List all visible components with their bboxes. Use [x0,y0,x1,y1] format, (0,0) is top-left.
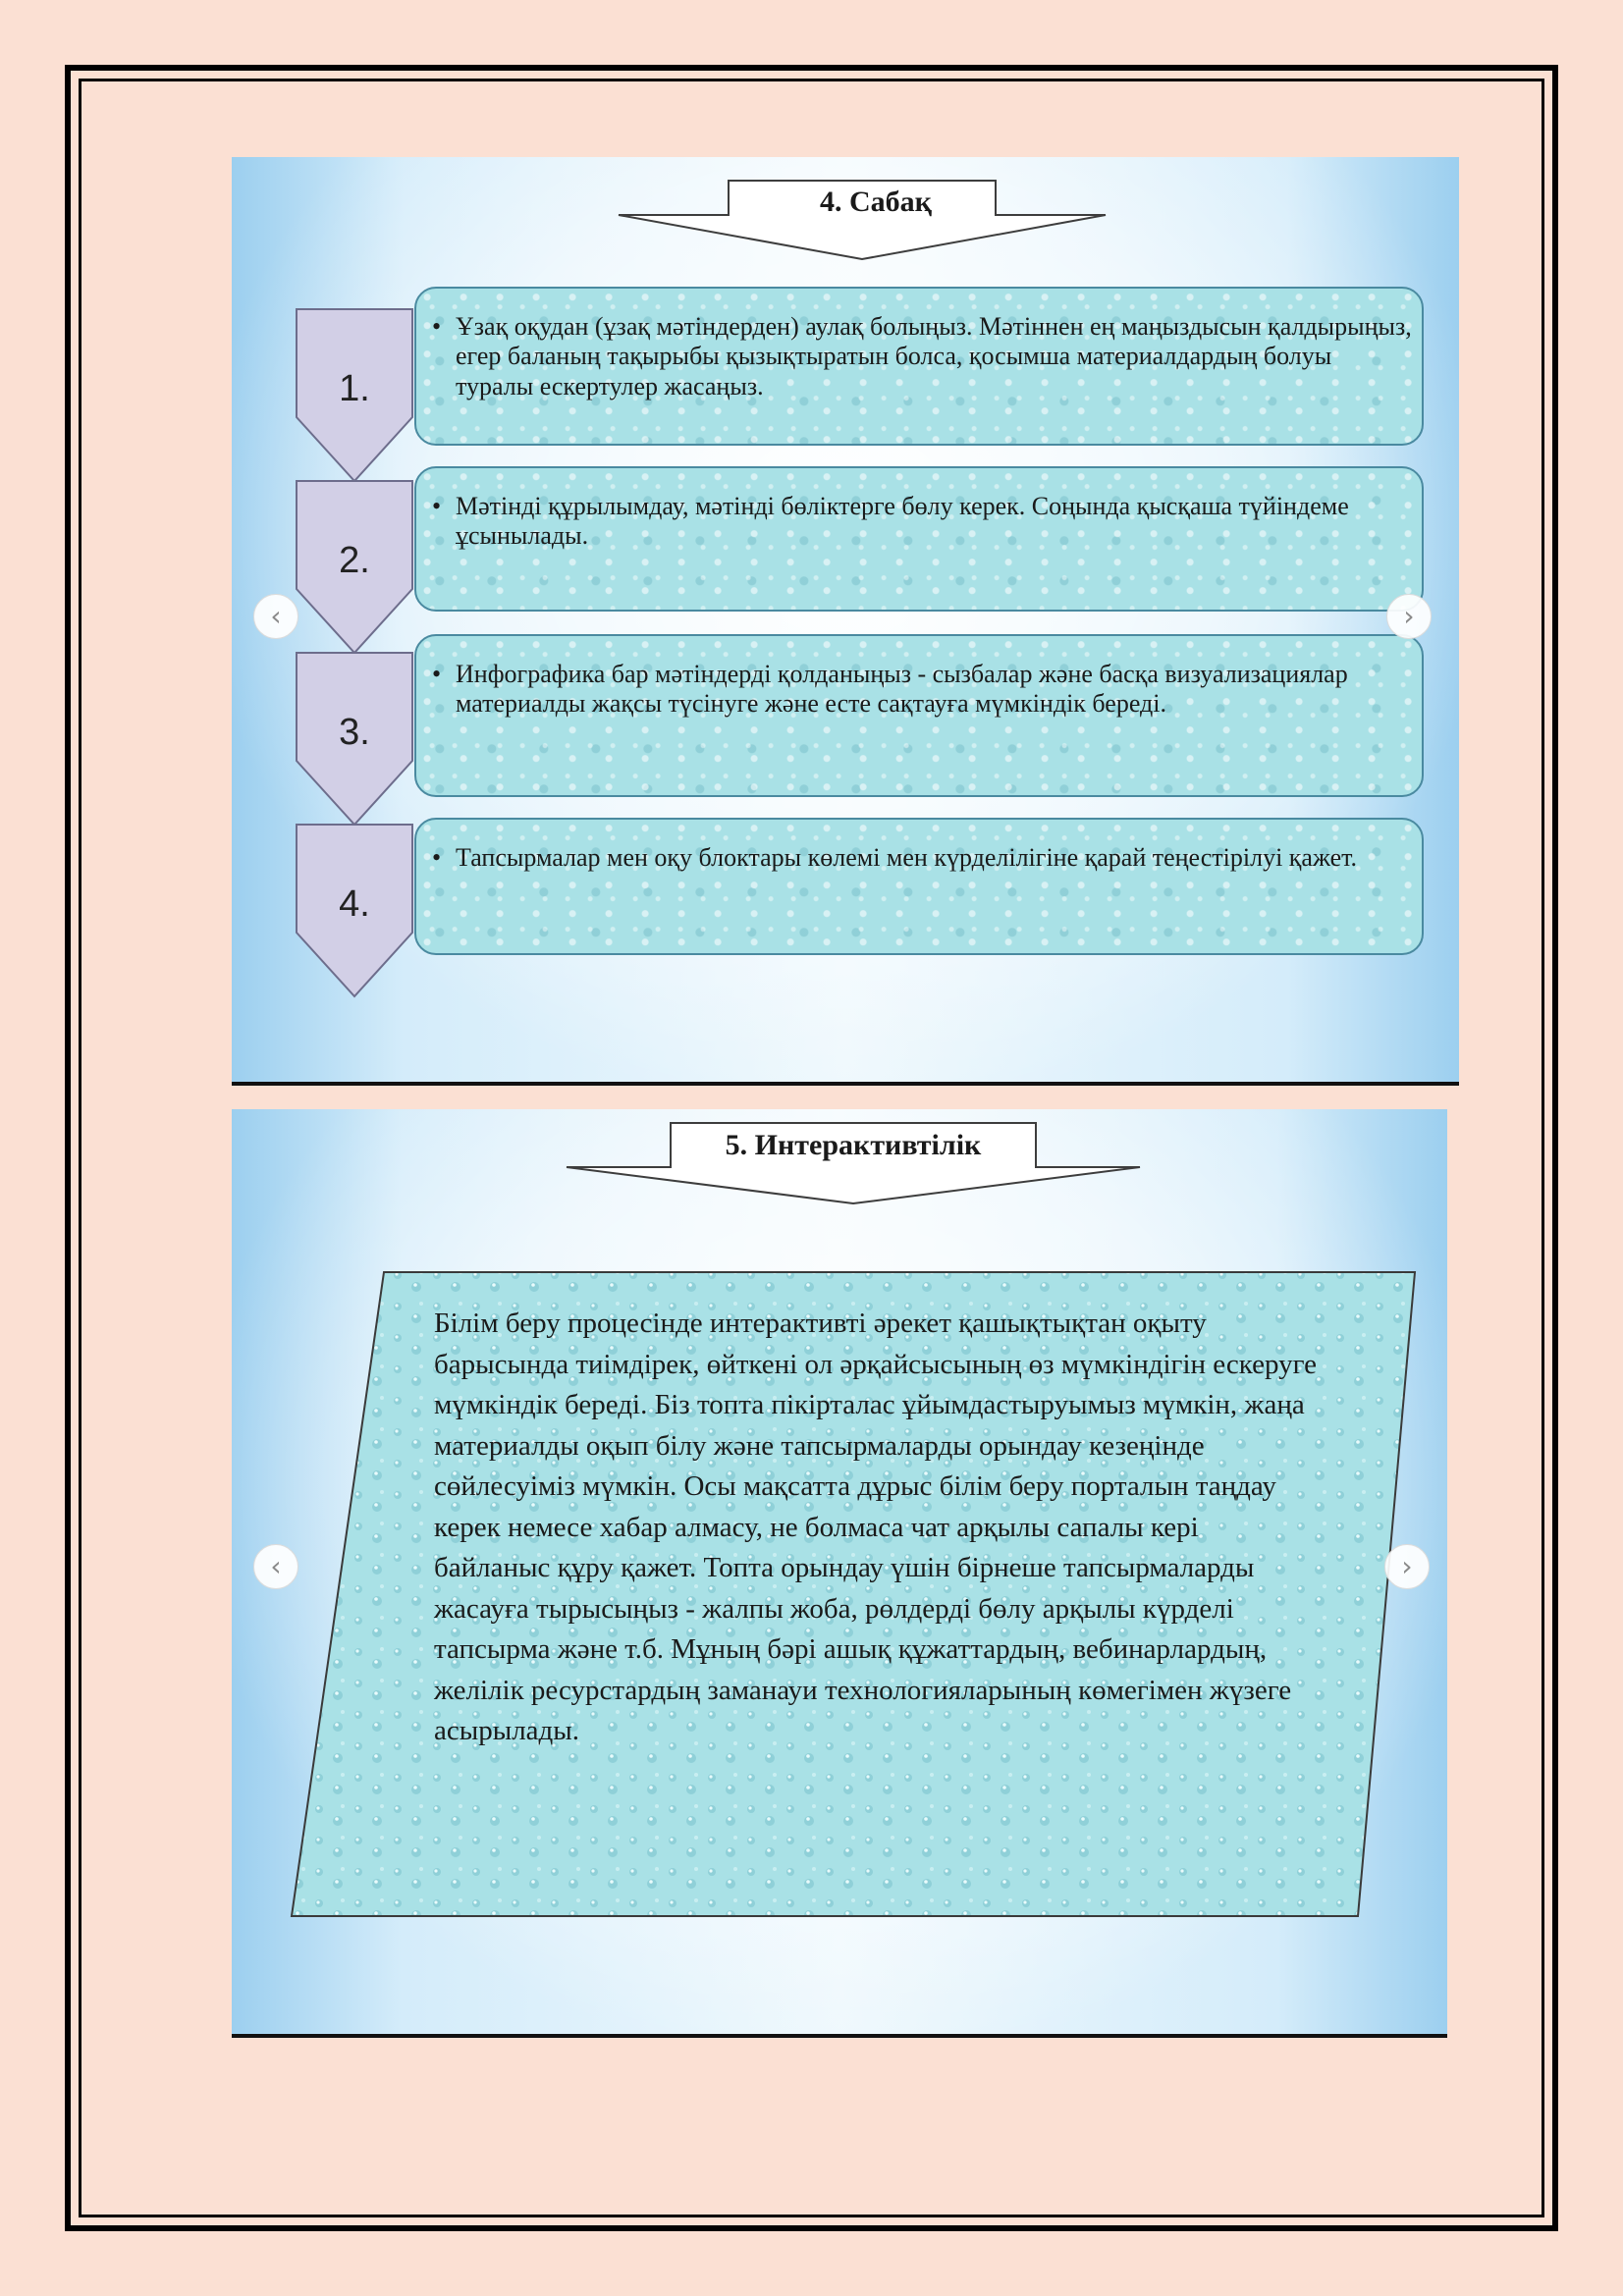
prev-slide-chevron-left-icon[interactable]: ‹ [253,594,298,639]
step-number: 1. [339,368,370,409]
step-text: Ұзақ оқудан (ұзақ мәтіндерден) аулақ болыңыз. Мәтіннен ең маңыздысын қалдырыңыз, егер баланың тақырыбы қызықтыратын болса, қосымша материалдардың болуы туралы ескертулер жасаңыз. [456,312,1412,400]
step-panel [414,466,1424,612]
slide-sabak [232,157,1459,1086]
step-text: Мәтінді құрылымдау, мәтінді бөліктерге бөлу керек. Соңында қысқаша түйіндеме ұсынылады. [456,492,1349,551]
bullet: • [432,492,442,520]
bullet: • [432,843,442,872]
slide-title: 5. Интерактивтілік [725,1129,982,1161]
bullet: • [432,660,442,688]
bullet: • [432,312,442,341]
step-text: Инфографика бар мәтіндерді қолданыңыз - сызбалар және басқа визуализациялар материалды жақсы түсінуге және есте сақтауға мүмкіндік береді. [456,660,1348,719]
step-panel [414,287,1424,446]
step-panel [414,634,1424,797]
step-number: 2. [339,540,370,581]
prev-slide-chevron-left-icon[interactable]: ‹ [253,1544,298,1589]
step-text: Тапсырмалар мен оқу блоктары көлемі мен күрделілігіне қарай теңестірілуі қажет. [456,843,1358,872]
slide-interaktivtilik [232,1109,1447,2038]
slide-title: 4. Сабақ [820,186,932,218]
next-slide-chevron-right-icon[interactable]: › [1386,594,1432,639]
step-number: 3. [339,712,370,753]
next-slide-chevron-right-icon[interactable]: › [1384,1544,1430,1589]
step-number: 4. [339,883,370,925]
step-panel [414,818,1424,955]
body-paragraph: Білім беру процесінде интерактивті әрекет қашықтықтан оқыту барысында тиімдірек, өйткені ол әрқайсысының өз мүмкіндігін ескеруге мүмкіндік береді. Біз топта пікірталас ұйымдастыруымыз мүмкін, жаңа материалды оқып білу және тапсырмаларды орындау кезеңінде сөйлесуіміз мүмкін. Осы мақсатта дұрыс білім беру порталын таңдау керек немесе хабар алмасу, не болмаса чат арқылы сапалы кері байланыс құру қажет. Топта орындау үшін бірнеше тапсырмаларды жасауға тырысыңыз - жалпы жоба, рөлдерді бөлу арқылы күрделі тапсырма және т.б. Мұның бәрі ашық құжаттардың, вебинарлардың, желілік ресурстардың заманауи технологияларының көмегімен жүзеге асырылады. [434,1308,1317,1746]
